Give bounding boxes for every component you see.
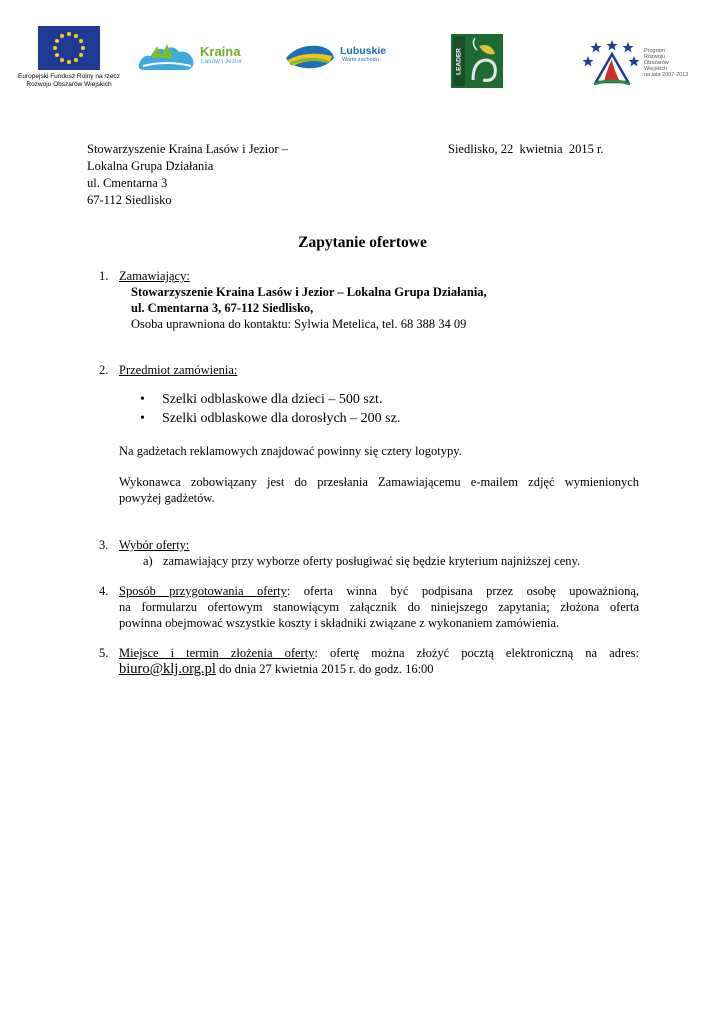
list-item [140,390,400,409]
eu-logo [38,26,100,70]
sender-line3: ul. Cmentarna 3 [87,176,168,190]
section-4-heading: Sposób przygotowania oferty [119,584,287,598]
kraina-name: Kraina [200,44,241,59]
section-4-line1-rest: : oferta winna być podpisana przez osobę upoważnioną, [286,584,639,598]
lubuskie-tagline: Warte zachodu [342,57,379,63]
sender-line1: Stowarzyszenie Kraina Lasów i Jezior – [87,142,288,156]
document-title: Zapytanie ofertowe [298,234,427,251]
bullet-icon: • [140,411,145,426]
list-item-text: Szelki odblaskowe dla dorosłych – 200 sz. [162,411,401,426]
eu-flag-icon [38,26,100,70]
kraina-logo [137,40,255,74]
sender-line4: 67-112 Siedlisko [87,193,172,207]
section-5-line1 [119,645,639,661]
section-5-heading: Miejsce i termin złożenia oferty [119,646,315,660]
section-5-line1-rest: : ofertę można złożyć pocztą elektroniczną na adres: [314,646,640,660]
eu-caption-line1: Europejski Fundusz Rolny na rzecz [18,73,120,80]
section-4-line1 [119,583,639,599]
section-4-line2: na formularzu ofertowym stanowiącym załącznik do niniejszego zapytania; złożona oferta [119,600,639,614]
section-5-line2 [119,661,639,677]
section-1-bold-line1: Stowarzyszenie Kraina Lasów i Jezior – Lokalna Grupa Działania, [131,285,487,299]
section-1-number: 1. [99,269,109,283]
section-4-number: 4. [99,584,109,598]
prow-line1: Program [644,48,666,54]
sender-line2: Lokalna Grupa Działania [87,159,214,173]
section-5-line2-rest: do dnia 27 kwietnia 2015 r. do godz. 16:00 [215,662,434,676]
lubuskie-logo [284,42,394,74]
leader-text: LEADER [455,48,463,75]
section-1-contact: Osoba uprawniona do kontaktu: Sylwia Metelica, tel. 68 388 34 09 [131,317,467,331]
sender-address [87,141,288,209]
lubuskie-name: Lubuskie [340,45,387,57]
section-4-line3: powinna obejmować wszystkie koszty i składniki związane z wykonaniem zamówienia. [119,616,560,630]
section-3-number: 3. [99,538,109,552]
section-2-paragraph-line1: Wykonawca zobowiązany jest do przesłania Zamawiającemu e-mailem zdjęć wymienionych [119,475,639,489]
section-5-number: 5. [99,646,109,660]
prow-line4: Wiejskich [644,66,668,72]
section-1-heading: Zamawiający: [119,269,190,283]
section-1-bold-line2: ul. Cmentarna 3, 67-112 Siedlisko, [131,301,314,315]
prow-line3: Obszarów [644,60,669,66]
section-3-sub-text: zamawiający przy wyborze oferty posługiwać się będzie kryterium najniższej ceny. [163,554,581,568]
section-3-sub-marker: a) [143,554,153,568]
prow-emblem-icon [582,38,640,88]
section-3-heading: Wybór oferty: [119,538,190,552]
section-2-heading: Przedmiot zamówienia: [119,363,238,377]
prow-text [644,48,688,78]
date-place: Siedlisko, 22 kwietnia 2015 r. [448,142,604,156]
section-5-body [119,645,639,677]
eu-caption [6,73,132,89]
prow-line2: Rozwoju [644,54,666,60]
lubuskie-emblem-icon [284,42,336,72]
section-2-paragraph [119,474,639,506]
kraina-emblem-icon [137,40,197,74]
list-item [140,409,400,428]
section-2-paragraph-line2: powyżej gadżetów. [119,491,215,505]
list-item-text: Szelki odblaskowe dla dzieci – 500 szt. [162,392,383,407]
section-2-note: Na gadżetach reklamowych znajdować powinny się cztery logotypy. [119,444,462,458]
prow-logo [582,38,702,90]
section-2-number: 2. [99,363,109,377]
kraina-tagline: Lasów i Jezior [201,58,243,65]
eu-caption-line2: Rozwoju Obszarów Wiejskich [26,81,112,88]
email-link[interactable]: biuro@klj.org.pl [119,661,216,677]
section-4-body [119,583,639,631]
section-2-list [140,390,400,428]
leader-logo [451,34,503,88]
prow-line5: na lata 2007-2013 [644,72,689,78]
bullet-icon: • [140,392,145,407]
